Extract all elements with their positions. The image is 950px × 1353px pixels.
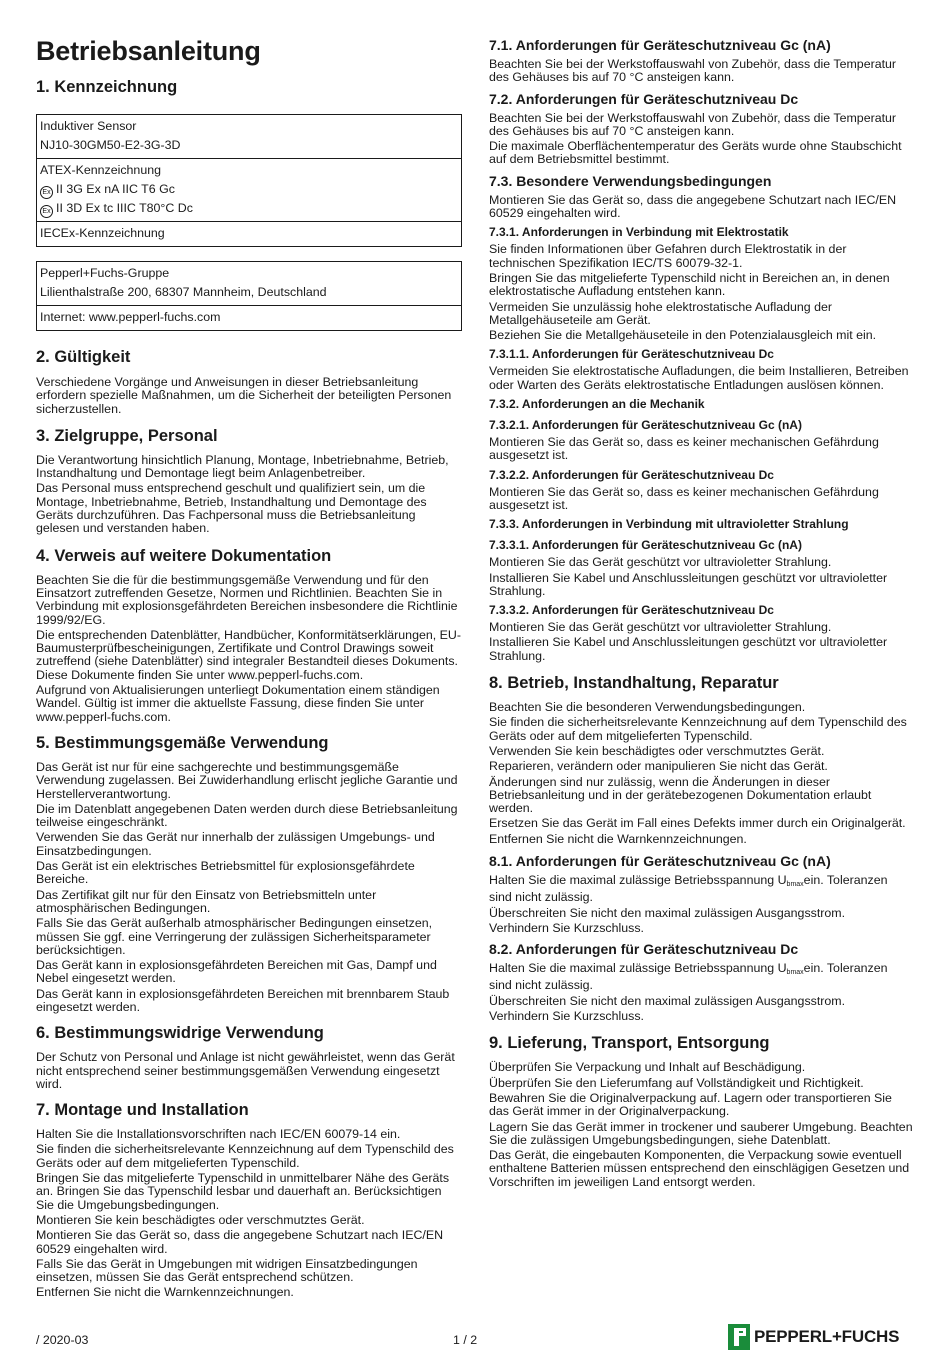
paragraph: Das Gerät ist ein elektrisches Betriebsmittel für explosionsgefährdete Bereiche. <box>36 859 415 887</box>
section-7-3-3-1-body <box>489 556 913 598</box>
paragraph: Verwenden Sie kein beschädigtes oder verschmutztes Gerät. <box>489 743 825 758</box>
paragraph: Beachten Sie bei der Werkstoffauswahl von Zubehör, dass die Temperatur des Gehäuses bis auf 70 °C ansteigen kann. <box>489 57 897 85</box>
section-7-3-1-1-heading: 7.3.1.1. Anforderungen für Geräteschutzniveau Dc <box>489 347 774 362</box>
section-7-3-1-1-body <box>489 365 913 392</box>
section-4-body <box>36 574 462 724</box>
paragraph: Sie finden Informationen über Gefahren durch Elektrostatik in der technischen Spezifikation IEC/TS 60079-32-1. <box>489 242 847 270</box>
paragraph: Überprüfen Sie den Lieferumfang auf Vollständigkeit und Richtigkeit. <box>489 1075 864 1090</box>
marking-box <box>36 114 462 247</box>
section-8-1-heading: 8.1. Anforderungen für Geräteschutzniveau Gc (nA) <box>489 852 831 869</box>
company-internet: Internet: www.pepperl-fuchs.com <box>40 310 221 324</box>
section-7-3-3-1-heading: 7.3.3.1. Anforderungen für Geräteschutzniveau Gc (nA) <box>489 538 802 553</box>
paragraph: Montieren Sie das Gerät geschützt vor ultravioletter Strahlung. <box>489 555 832 570</box>
brand-logo <box>728 1324 899 1350</box>
atex-label: ATEX-Kennzeichnung <box>40 163 161 177</box>
section-3-heading: 3. Zielgruppe, Personal <box>36 426 218 445</box>
paragraph: Montieren Sie das Gerät so, dass es keiner mechanischen Gefährdung ausgesetzt ist. <box>489 484 879 512</box>
sensor-row <box>37 115 461 158</box>
section-7-heading: 7. Montage und Installation <box>36 1101 249 1120</box>
section-1-heading: 1. Kennzeichnung <box>36 78 178 96</box>
section-7-3-2-heading: 7.3.2. Anforderungen an die Mechanik <box>489 397 705 412</box>
paragraph: Entfernen Sie nicht die Warnkennzeichnungen. <box>489 831 747 846</box>
iecex-label: IECEx-Kennzeichnung <box>40 226 165 240</box>
section-2-body <box>36 376 462 416</box>
right-column <box>489 36 913 1191</box>
logo-icon <box>728 1324 750 1350</box>
section-6-heading: 6. Bestimmungswidrige Verwendung <box>36 1024 324 1043</box>
section-5-heading: 5. Bestimmungsgemäße Verwendung <box>36 733 329 752</box>
atex-row <box>37 158 461 221</box>
section-9-heading: 9. Lieferung, Transport, Entsorgung <box>489 1034 770 1053</box>
paragraph: Verhindern Sie Kurzschluss. <box>489 920 644 935</box>
paragraph: Verwenden Sie das Gerät nur innerhalb der zulässigen Umgebungs- und Einsatzbedingungen. <box>36 830 435 858</box>
left-column <box>36 0 462 1302</box>
paragraph: Das Gerät ist nur für eine sachgerechte und bestimmungsgemäße Verwendung zugelassen. Bei Zuwiderhandlung erlischt jegliche Garantie und Herstellerverantwortung. <box>36 759 458 801</box>
section-2-heading: 2. Gültigkeit <box>36 348 131 366</box>
paragraph: Halten Sie die maximal zulässige Betriebsspannung $U_{bmax}ein$. Toleranzen sind nicht zulässig. <box>489 961 888 993</box>
paragraph: Beachten Sie bei der Werkstoffauswahl von Zubehör, dass die Temperatur des Gehäuses bis auf 70 °C ansteigen kann. <box>489 110 897 138</box>
section-7-1-heading: 7.1. Anforderungen für Geräteschutzniveau Gc (nA) <box>489 37 831 53</box>
section-8-1-body <box>489 874 913 935</box>
ex-icon: Ex <box>40 186 53 199</box>
paragraph: Lagern Sie das Gerät immer in trockener und sauberer Umgebung. Beachten Sie die zulässigen Umgebungsbedingungen, siehe Datenblatt. <box>489 1119 913 1147</box>
paragraph: Beziehen Sie die Metallgehäuseteile in den Potenzialausgleich mit ein. <box>489 328 877 343</box>
paragraph: Reparieren, verändern oder manipulieren Sie nicht das Gerät. <box>489 759 828 774</box>
iecex-row <box>37 221 461 246</box>
paragraph: Die Verantwortung hinsichtlich Planung, Montage, Inbetriebnahme, Betrieb, Instandhaltung und Demontage liegt beim Anlagenbetreiber. <box>36 452 449 481</box>
section-7-3-3-2-body <box>489 621 913 663</box>
paragraph: Das Gerät, die eingebauten Komponenten, die Verpackung sowie eventuell enthaltene Batterien müssen entsprechend den einschlägigen Gesetzen und Vorschriften im jeweiligen Land entsorgt werden. <box>489 1148 910 1189</box>
ex-icon: Ex <box>40 205 53 218</box>
company-name: Pepperl+Fuchs-Gruppe <box>40 266 170 280</box>
paragraph: Beachten Sie die für die bestimmungsgemäße Verwendung und für den Einsatzort zutreffenden Gesetze, Normen und Richtlinien. Beachten Sie in Verbindung mit explosionsgefährdeten Bereichen insbesondere die Richtlinie 1999/92/EG. <box>36 572 458 627</box>
section-9-body <box>489 1061 913 1189</box>
paragraph: Das Gerät kann in explosionsgefährdeten Bereichen mit Gas, Dampf und Nebel eingesetzt werden. <box>36 958 437 986</box>
sensor-type: NJ10-30GM50-E2-3G-3D <box>40 138 181 152</box>
document-title: Betriebsanleitung <box>36 36 261 66</box>
section-7-1-body <box>489 58 913 85</box>
paragraph: Sie finden die sicherheitsrelevante Kennzeichnung auf dem Typenschild des Geräts oder auf dem mitgelieferten Typenschild. <box>36 1142 454 1170</box>
section-7-3-2-2-heading: 7.3.2.2. Anforderungen für Geräteschutzniveau Dc <box>489 467 774 482</box>
section-7-3-3-heading: 7.3.3. Anforderungen in Verbindung mit ultravioletter Strahlung <box>489 517 849 532</box>
paragraph: Montieren Sie das Gerät so, dass die angegebene Schutzart nach IEC/EN 60529 eingehalten wird. <box>489 192 897 221</box>
section-4-heading: 4. Verweis auf weitere Dokumentation <box>36 546 332 565</box>
section-8-heading: 8. Betrieb, Instandhaltung, Reparatur <box>489 674 779 693</box>
paragraph: Falls Sie das Gerät in Umgebungen mit widrigen Einsatzbedingungen einsetzen, müssen Sie das Gerät entsprechend schützen. <box>36 1256 418 1285</box>
paragraph: Der Schutz von Personal und Anlage ist nicht gewährleistet, wenn das Gerät nicht entsprechend seiner bestimmungsgemäßen Verwendung eingesetzt wird. <box>36 1050 455 1091</box>
section-5-body <box>36 761 462 1014</box>
paragraph: Aufgrund von Aktualisierungen unterliegt Dokumentation einem ständigen Wandel. Gültig ist immer die aktuellste Fassung, diese finden Sie unter www.pepperl-fuchs.com. <box>36 683 440 724</box>
section-7-3-2-1-heading: 7.3.2.1. Anforderungen für Geräteschutzniveau Gc (nA) <box>489 418 802 433</box>
paragraph: Änderungen sind nur zulässig, wenn die Änderungen in dieser Betriebsanleitung und in der gerätebezogenen Dokumentation erlaubt werden. <box>489 774 872 816</box>
paragraph: Vermeiden Sie elektrostatische Aufladungen, die beim Installieren, Betreiben oder Warten des Geräts elektrostatische Entladungen auslösen können. <box>489 364 909 392</box>
paragraph: Die maximale Oberflächentemperatur des Geräts wurde ohne Staubschicht auf dem Betriebsmittel bestimmt. <box>489 139 902 167</box>
paragraph: Halten Sie die Installationsvorschriften nach IEC/EN 60079-14 ein. <box>36 1127 401 1142</box>
section-7-body <box>36 1128 462 1300</box>
section-7-3-1-heading: 7.3.1. Anforderungen in Verbindung mit Elektrostatik <box>489 225 789 240</box>
paragraph: Ersetzen Sie das Gerät im Fall eines Defekts immer durch ein Originalgerät. <box>489 816 906 831</box>
section-6-body <box>36 1051 462 1091</box>
paragraph: Montieren Sie kein beschädigtes oder verschmutztes Gerät. <box>36 1212 365 1227</box>
paragraph: Verschiedene Vorgänge und Anweisungen in dieser Betriebsanleitung erfordern spezielle Maßnahmen, um die Sicherheit der beteiligten Personen sicherzustellen. <box>36 375 452 416</box>
paragraph: Bewahren Sie die Originalverpackung auf. Lagern oder transportieren Sie das Gerät immer in der Originalverpackung. <box>489 1090 892 1119</box>
paragraph: Überschreiten Sie nicht den maximal zulässigen Ausgangsstrom. <box>489 905 846 920</box>
paragraph: Beachten Sie die besonderen Verwendungsbedingungen. <box>489 700 806 715</box>
company-row <box>37 262 461 305</box>
paragraph: Entfernen Sie nicht die Warnkennzeichnungen. <box>36 1285 294 1300</box>
paragraph: Überschreiten Sie nicht den maximal zulässigen Ausgangsstrom. <box>489 993 846 1008</box>
section-3-body <box>36 454 462 536</box>
paragraph: Verhindern Sie Kurzschluss. <box>489 1009 644 1024</box>
paragraph: Bringen Sie das mitgelieferte Typenschild in unmittelbarer Nähe des Geräts an. Bringen Sie das Typenschild lesbar und dauerhaft an. Berücksichtigen Sie die Umgebungsbedingungen. <box>36 1171 450 1212</box>
paragraph: Die im Datenblatt angegebenen Daten werden durch diese Betriebsanleitung teilweise eingeschränkt. <box>36 801 458 830</box>
paragraph: Die entsprechenden Datenblätter, Handbücher, Konformitätserklärungen, EU-Baumusterprüfbescheinigungen, Zertifikate und Control Drawings soweit zutreffend (siehe Datenblätter) sind integraler Bestandteil dieses Dokuments. Diese Dokumente finden Sie unter www.pepperl-fuchs.com. <box>36 627 461 682</box>
paragraph: Montieren Sie das Gerät geschützt vor ultravioletter Strahlung. <box>489 620 832 635</box>
logo-text: PEPPERL+FUCHS <box>754 1327 900 1346</box>
section-7-3-2-1-body <box>489 436 913 463</box>
paragraph: Überprüfen Sie Verpackung und Inhalt auf Beschädigung. <box>489 1060 806 1075</box>
paragraph: Falls Sie das Gerät außerhalb atmosphärischer Bedingungen einsetzen, müssen Sie ggf. eine Verringerung der zulässigen Sicherheitsparameter berücksichtigen. <box>36 916 433 957</box>
atex-marking-gas: Ex II 3G Ex nA IIC T6 Gc <box>40 180 458 199</box>
paragraph: Sie finden die sicherheitsrelevante Kennzeichnung auf dem Typenschild des Geräts oder auf dem mitgelieferten Typenschild. <box>489 715 907 743</box>
section-7-3-heading: 7.3. Besondere Verwendungsbedingungen <box>489 172 772 189</box>
atex-marking-dust: Ex II 3D Ex tc IIIC T80°C Dc <box>40 199 458 218</box>
sensor-label: Induktiver Sensor <box>40 119 137 133</box>
section-7-2-body <box>489 112 913 167</box>
paragraph: Bringen Sie das mitgelieferte Typenschild nicht in Bereichen an, in denen elektrostatische Aufladung entstehen kann. <box>489 270 890 299</box>
paragraph: Installieren Sie Kabel und Anschlussleitungen geschützt vor ultravioletter Strahlung. <box>489 570 888 598</box>
footer-date: / 2020-03 <box>36 1333 89 1347</box>
paragraph: Halten Sie die maximal zulässige Betriebsspannung $U_{bmax}ein$. Toleranzen sind nicht zulässig. <box>489 872 888 905</box>
section-8-2-heading: 8.2. Anforderungen für Geräteschutzniveau Dc <box>489 941 799 958</box>
section-7-3-1-body <box>489 243 913 342</box>
section-7-2-heading: 7.2. Anforderungen für Geräteschutzniveau Dc <box>489 90 799 107</box>
paragraph: Installieren Sie Kabel und Anschlussleitungen geschützt vor ultravioletter Strahlung. <box>489 635 888 663</box>
paragraph: Montieren Sie das Gerät so, dass die angegebene Schutzart nach IEC/EN 60529 eingehalten wird. <box>36 1228 444 1256</box>
page-number: 1 / 2 <box>453 1333 478 1347</box>
paragraph: Das Personal muss entsprechend geschult und qualifiziert sein, um die Montage, Inbetriebnahme, Betrieb, Instandhaltung und Demontage des Geräts durchzuführen. Das Fachpersonal muss die Betriebsanleitung gelesen und verstanden haben. <box>36 481 427 536</box>
paragraph: Das Zertifikat gilt nur für den Einsatz von Betriebsmitteln unter atmosphärischen Bedingungen. <box>36 887 377 915</box>
section-8-2-body <box>489 962 913 1023</box>
section-7-3-2-2-body <box>489 486 913 513</box>
paragraph: Das Gerät kann in explosionsgefährdeten Bereichen mit brennbarem Staub eingesetzt werden. <box>36 986 450 1014</box>
section-8-body <box>489 701 913 846</box>
paragraph: Vermeiden Sie unzulässig hohe elektrostatische Aufladung der Metallgehäuseteile am Gerät. <box>489 299 833 327</box>
section-7-3-body <box>489 194 913 221</box>
company-address: Lilienthalstraße 200, 68307 Mannheim, Deutschland <box>40 285 327 299</box>
manufacturer-box <box>36 261 462 331</box>
section-7-3-3-2-heading: 7.3.3.2. Anforderungen für Geräteschutzniveau Dc <box>489 603 774 618</box>
internet-row <box>37 305 461 330</box>
paragraph: Montieren Sie das Gerät so, dass es keiner mechanischen Gefährdung ausgesetzt ist. <box>489 435 879 463</box>
